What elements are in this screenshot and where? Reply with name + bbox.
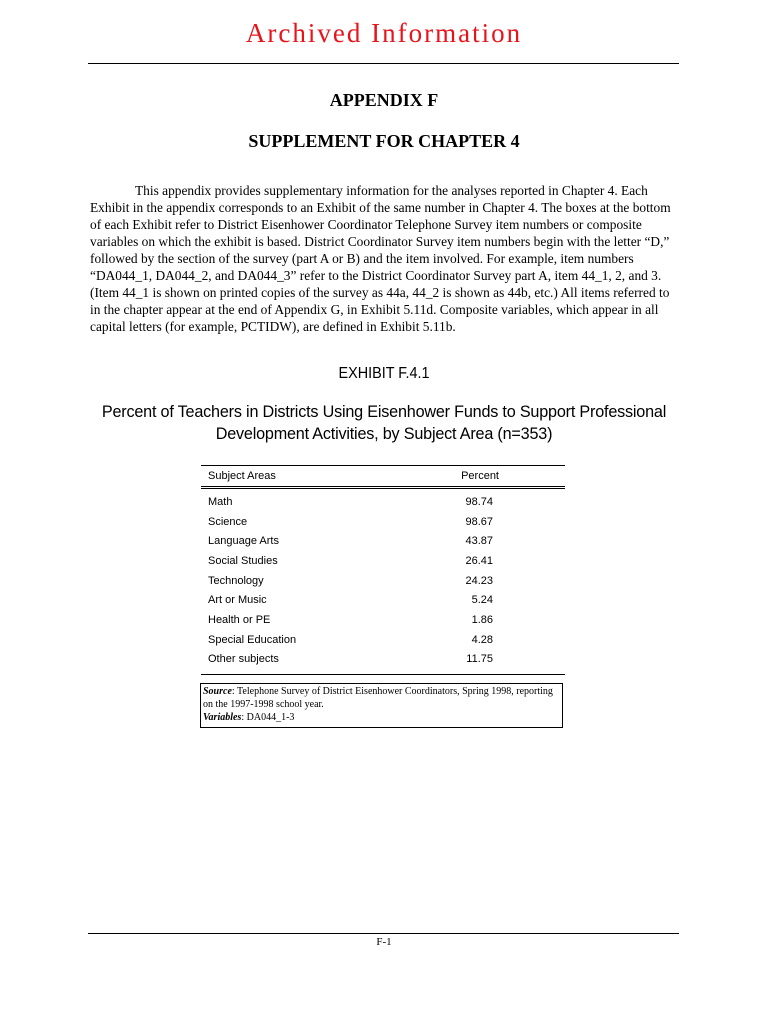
- variables-text: : DA044_1-3: [241, 712, 295, 723]
- exhibit-title: Percent of Teachers in Districts Using Eisenhower Funds to Support Professional Development Activities, by Subject Area (n=353): [101, 403, 667, 443]
- intro-paragraph: [90, 182, 678, 335]
- table-row: [201, 551, 565, 571]
- table-row: [201, 630, 565, 650]
- supplement-heading: SUPPLEMENT FOR CHAPTER 4: [248, 131, 520, 151]
- table-row: [201, 531, 565, 551]
- source-note-box: [200, 683, 563, 728]
- subject-cell: Science: [208, 515, 248, 528]
- percent-cell: 43.87: [465, 535, 493, 548]
- table-row: [201, 512, 565, 532]
- top-divider: [88, 63, 679, 64]
- intro-text: This appendix provides supplementary information for the analyses reported in Chapter 4. Each Exhibit in the appendix corresponds to an Exhibit of the same number in Chapter 4. The boxes at the bottom of each Exhibit refer to District Eisenhower Coordinator Telephone Survey item numbers or composite variables on which the exhibit is based. District Coordinator Survey item numbers begin with the letter “D,” followed by the section of the survey (part A or B) and the item involved. For example, item numbers “DA044_1, DA044_2, and DA044_3” refer to the District Coordinator Survey part A, item 44_1, 2, and 3. (Item 44_1 is shown on printed copies of the survey as 44a, 44_2 is shown as 44b, etc.) All items referred to in the chapter appear at the end of Appendix G, in Exhibit 5.11d. Composite variables, which appear in all capital letters (for example, PCTIDW), are defined in Exhibit 5.11b.: [90, 183, 671, 334]
- percent-cell: 11.75: [466, 653, 493, 666]
- percent-cell: 98.67: [465, 515, 493, 528]
- source-text: : Telephone Survey of District Eisenhower Coordinators, Spring 1998, reporting on the 1997-1998 school year.: [203, 686, 553, 710]
- subject-cell: Math: [208, 495, 233, 508]
- subject-cell: Technology: [208, 574, 264, 587]
- percent-cell: 5.24: [471, 594, 493, 607]
- subject-table: [201, 465, 565, 675]
- subject-cell: Art or Music: [208, 594, 267, 607]
- percent-cell: 98.74: [465, 495, 493, 508]
- bottom-divider: [88, 933, 679, 934]
- exhibit-number: EXHIBIT F.4.1: [338, 365, 430, 382]
- page-number: F-1: [376, 936, 392, 948]
- source-label: Source: [203, 686, 232, 697]
- archived-banner: Archived Information: [245, 18, 523, 48]
- subject-cell: Health or PE: [208, 613, 271, 626]
- percent-cell: 1.86: [471, 613, 493, 626]
- subject-cell: Social Studies: [208, 554, 278, 567]
- table-row: [201, 492, 565, 512]
- percent-cell: 24.23: [465, 574, 493, 587]
- table-row: [201, 610, 565, 630]
- table-body: [201, 489, 565, 675]
- subject-cell: Special Education: [208, 633, 297, 646]
- table-header: [201, 466, 565, 489]
- table-row: [201, 650, 565, 670]
- percent-cell: 26.41: [465, 554, 493, 567]
- subject-cell: Other subjects: [208, 653, 279, 666]
- column-header-subject: Subject Areas: [208, 470, 276, 482]
- variables-label: Variables: [203, 712, 242, 723]
- table-row: [201, 571, 565, 591]
- table-row: [201, 590, 565, 610]
- appendix-heading: APPENDIX F: [329, 90, 439, 110]
- subject-cell: Language Arts: [208, 535, 279, 548]
- column-header-percent: Percent: [461, 470, 499, 482]
- percent-cell: 4.28: [471, 633, 493, 646]
